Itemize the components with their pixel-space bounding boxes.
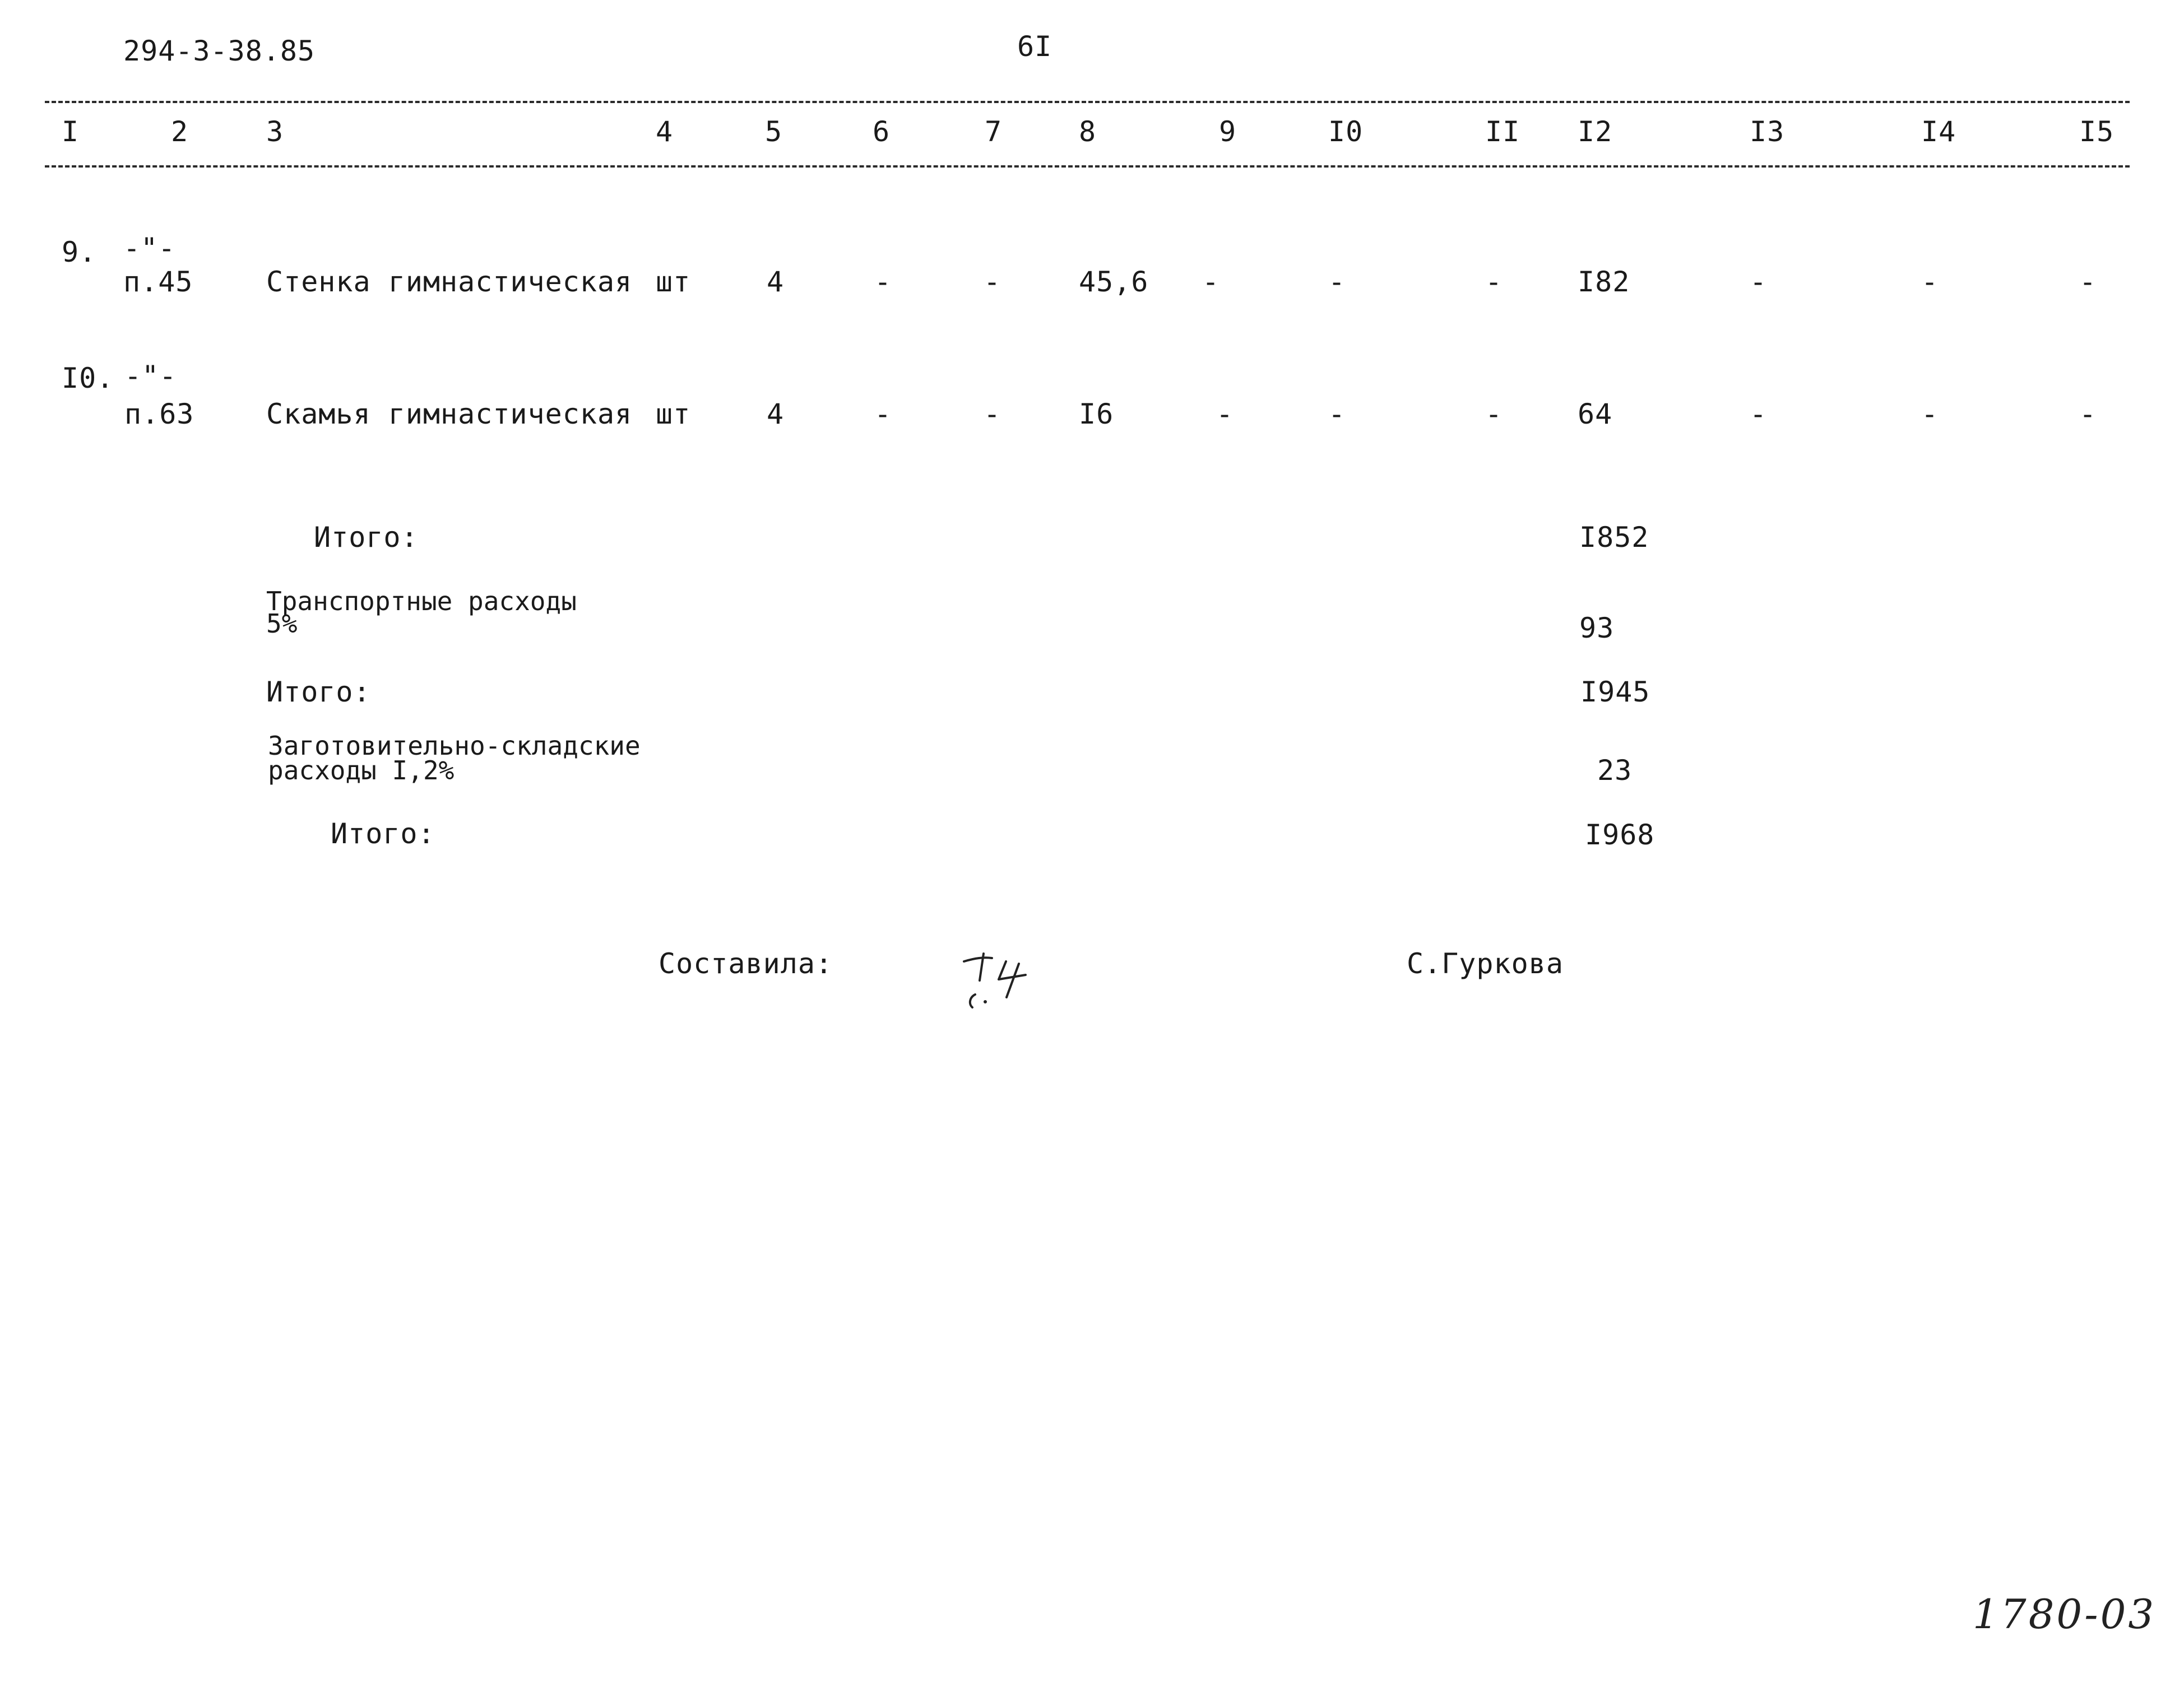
compiled-by-label: Составила: (659, 947, 833, 980)
row-col10: - (1328, 398, 1346, 430)
row-unit: шт (656, 398, 691, 430)
grand-total-label: Итого: (331, 817, 435, 850)
row-col6: - (874, 266, 892, 298)
row-item-name: Скамья гимнастическая (266, 398, 633, 430)
row-ref: п.63 (124, 398, 194, 430)
column-header-14: I4 (1921, 115, 1956, 148)
row-quantity: 4 (767, 398, 785, 430)
column-header-2: 2 (171, 115, 189, 148)
subtotal-label: Итого: (266, 676, 371, 708)
row-col7: - (984, 266, 1001, 298)
row-col12-sum: 64 (1578, 398, 1613, 430)
column-header-10: I0 (1328, 115, 1364, 148)
transport-costs-label: Транспортные расходы (266, 586, 577, 616)
column-header-6: 6 (873, 115, 891, 148)
row-col13: - (1750, 266, 1768, 298)
row-col8-price: I6 (1079, 398, 1114, 430)
row-quantity: 4 (767, 266, 785, 298)
procurement-storage-costs-percent: расходы I,2% (268, 755, 455, 786)
column-header-9: 9 (1219, 115, 1237, 148)
row-number: I0. (62, 362, 114, 394)
row-number: 9. (62, 236, 97, 268)
row-col12-sum: I82 (1578, 266, 1630, 298)
column-header-3: 3 (266, 115, 284, 148)
row-col8-price: 45,6 (1079, 266, 1149, 298)
grand-total-value: I968 (1585, 819, 1655, 851)
subtotal-value: I945 (1580, 676, 1650, 708)
column-header-12: I2 (1578, 115, 1613, 148)
column-header-8: 8 (1079, 115, 1097, 148)
row-ref-ditto: -"- (123, 232, 176, 264)
row-col7: - (984, 398, 1001, 430)
column-header-15: I5 (2079, 115, 2115, 148)
column-header-7: 7 (985, 115, 1003, 148)
compiler-name: С.Гуркова (1407, 947, 1564, 980)
row-col11: - (1485, 398, 1503, 430)
table-top-rule (45, 101, 2130, 103)
transport-costs-value: 93 (1579, 612, 1615, 644)
row-col9: - (1202, 266, 1220, 298)
page-number: 6I (1017, 30, 1052, 63)
row-col13: - (1750, 398, 1768, 430)
row-col9: - (1216, 398, 1234, 430)
row-col15: - (2079, 398, 2097, 430)
archive-number: 1780-03 (1973, 1591, 2157, 1638)
subtotal-label: Итого: (314, 521, 419, 554)
procurement-storage-costs-value: 23 (1597, 754, 1633, 787)
header-bottom-rule (45, 165, 2130, 168)
row-col15: - (2079, 266, 2097, 298)
row-item-name: Стенка гимнастическая (266, 266, 633, 298)
subtotal-value: I852 (1579, 521, 1649, 554)
column-header-1: I (62, 115, 80, 148)
document-code: 294-3-38.85 (123, 35, 316, 67)
procurement-storage-costs-label: Заготовительно-складские (268, 731, 641, 761)
column-header-11: II (1485, 115, 1520, 148)
column-header-13: I3 (1750, 115, 1785, 148)
row-col6: - (874, 398, 892, 430)
row-col11: - (1485, 266, 1503, 298)
row-col14: - (1921, 266, 1939, 298)
row-ref: п.45 (123, 266, 193, 298)
row-col10: - (1328, 266, 1346, 298)
column-header-4: 4 (656, 115, 674, 148)
handwritten-signature (953, 941, 1065, 1025)
row-col14: - (1921, 398, 1939, 430)
row-ref-ditto: -"- (124, 360, 177, 392)
row-unit: шт (656, 266, 691, 298)
column-header-5: 5 (765, 115, 783, 148)
transport-costs-percent: 5% (266, 608, 298, 639)
